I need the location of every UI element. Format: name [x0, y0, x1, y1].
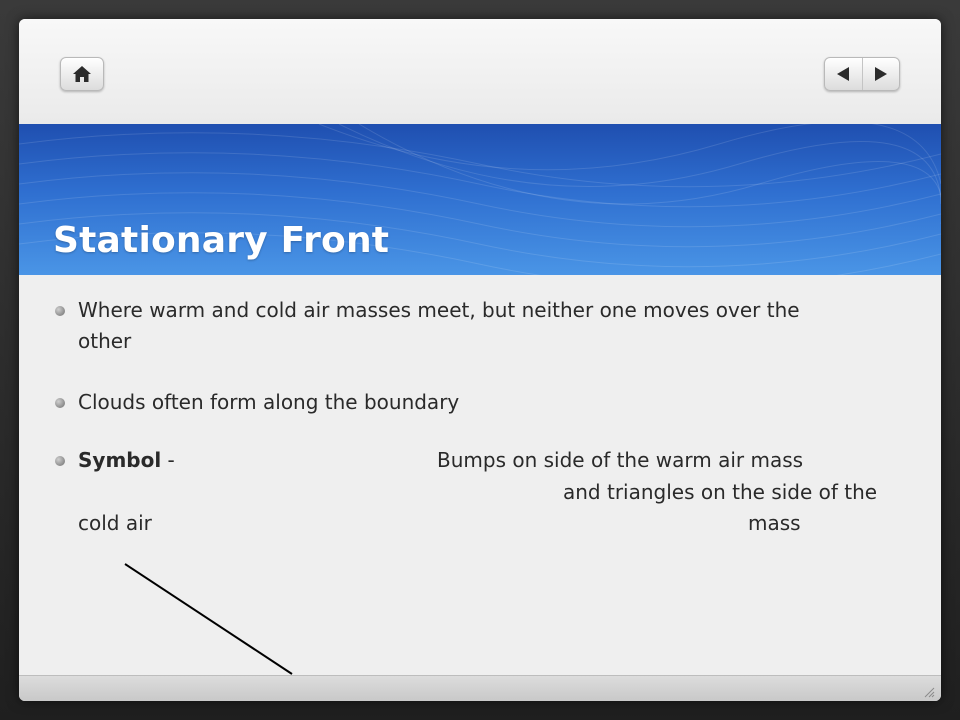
symbol-text-1: Bumps on side of the warm air mass	[437, 448, 804, 472]
bullet-text-line1: Where warm and cold air masses meet, but neither one moves over the	[78, 298, 800, 322]
home-button[interactable]	[60, 57, 104, 91]
triangle-right-icon	[874, 66, 888, 82]
next-slide-button[interactable]	[863, 58, 900, 90]
triangle-left-icon	[836, 66, 850, 82]
navigation-bar	[19, 19, 941, 124]
bullet-text: Clouds often form along the boundary	[78, 390, 460, 414]
bullet-dot	[55, 306, 65, 316]
bullet-item	[78, 295, 878, 357]
symbol-bullet-line1	[78, 445, 175, 476]
bullet-item	[78, 387, 878, 418]
symbol-text-3: cold air	[78, 511, 152, 535]
slide-footer-bar	[19, 675, 941, 701]
symbol-label: Symbol	[78, 448, 162, 472]
slide-navigation	[824, 57, 900, 91]
previous-slide-button[interactable]	[825, 58, 863, 90]
home-icon	[72, 65, 92, 83]
bullet-dot	[55, 398, 65, 408]
resize-grip-icon[interactable]	[923, 686, 935, 698]
symbol-text-2: and triangles on the side of the	[563, 480, 878, 504]
slide-content	[19, 275, 941, 675]
slide-title: Stationary Front	[53, 220, 390, 261]
symbol-dash: -	[161, 448, 175, 472]
title-banner	[19, 124, 941, 275]
bullet-dot	[55, 456, 65, 466]
symbol-text-4: mass	[748, 511, 801, 535]
slide	[19, 19, 941, 701]
bullet-text-line2: other	[78, 329, 132, 353]
